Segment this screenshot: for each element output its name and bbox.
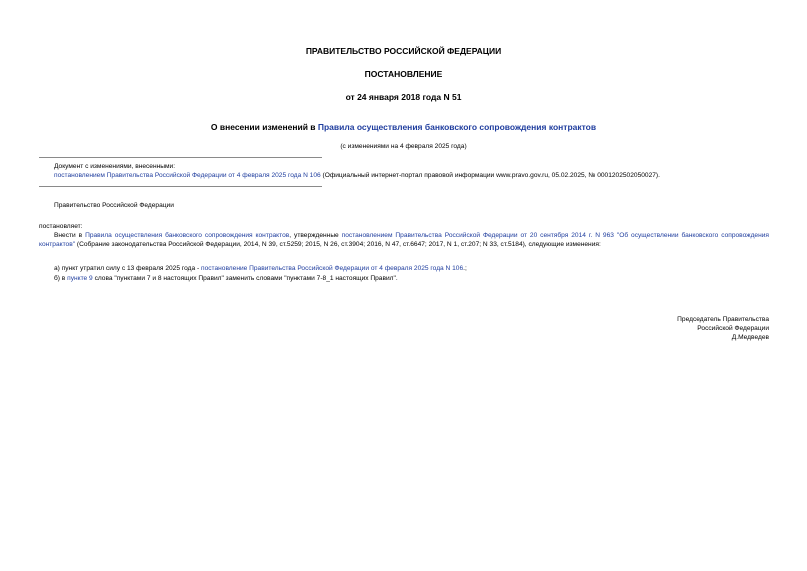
changes-note: (с изменениями на 4 февраля 2025 года) [340, 143, 467, 150]
amend-decree-link[interactable]: постановлением Правительства Российской Федерации от 4 февраля 2025 года N 106 [54, 172, 321, 179]
signature-title: Председатель Правительства [677, 316, 769, 323]
amend-box-source [54, 171, 660, 180]
item-a: а) пункт утратил силу с 13 февраля 2025 года - постановление Правительства Российской Федерации от 4 февраля 2025 года N 106.; [54, 265, 467, 272]
point-9-link[interactable]: пункте 9 [67, 275, 93, 282]
document-date: от 24 января 2018 года N 51 [345, 92, 462, 102]
amend-box-bottom-rule [39, 186, 322, 187]
amend-box-label: Документ с изменениями, внесенными: [54, 163, 176, 170]
document-type: ПОСТАНОВЛЕНИЕ [364, 69, 443, 79]
signature-org: Российской Федерации [697, 325, 769, 332]
signature-block [677, 315, 769, 342]
title-prefix: О внесении изменений в [210, 122, 318, 132]
decree-963-link[interactable]: постановлением Правительства Российской Федерации от 20 сентября 2014 г. N 963 [341, 232, 614, 239]
paragraph-amendments: Внести в Правила осуществления банковского сопровождения контрактов, утвержденные постановлением Правительства Российской Федерации от 20 сентября 2014 г. N 963 "Об осуществлении банковского сопровождения контрактов" (Собрание законодательства Российской Федерации, 2014, N 39, ст.5259; 2015, N 26, ст.3904; 2016, N 47, ст.6647; 2017, N 1, ст.207; N 33, ст.5184), следующие изменения: [39, 232, 769, 248]
item-b: б) в пункте 9 слова "пунктами 7 и 8 настоящих Правил" заменить словами "пунктами 7-8_1 настоящих Правил". [54, 275, 398, 282]
rules-link[interactable]: Правила осуществления банковского сопровождения контрактов [85, 232, 290, 239]
body-subject: Правительство Российской Федерации [54, 202, 174, 209]
decree-106-link[interactable]: постановление Правительства Российской Федерации от 4 февраля 2025 года N 106 [201, 265, 464, 272]
government-heading: ПРАВИТЕЛЬСТВО РОССИЙСКОЙ ФЕДЕРАЦИИ [305, 46, 502, 56]
decree-title-link[interactable]: "Об осуществлении банковского сопровождения контрактов" [39, 232, 769, 248]
title-rules-link[interactable]: Правила осуществления банковского сопровождения контрактов [317, 122, 597, 132]
signature-name: Д.Медведев [731, 334, 769, 341]
document-title [0, 122, 807, 132]
amend-box-top-rule [39, 157, 322, 158]
body-resolves: постановляет: [39, 223, 83, 230]
amend-source-tail: (Официальный интернет-портал правовой информации www.pravo.gov.ru, 05.02.2025, № 0001202502050027). [320, 172, 660, 179]
